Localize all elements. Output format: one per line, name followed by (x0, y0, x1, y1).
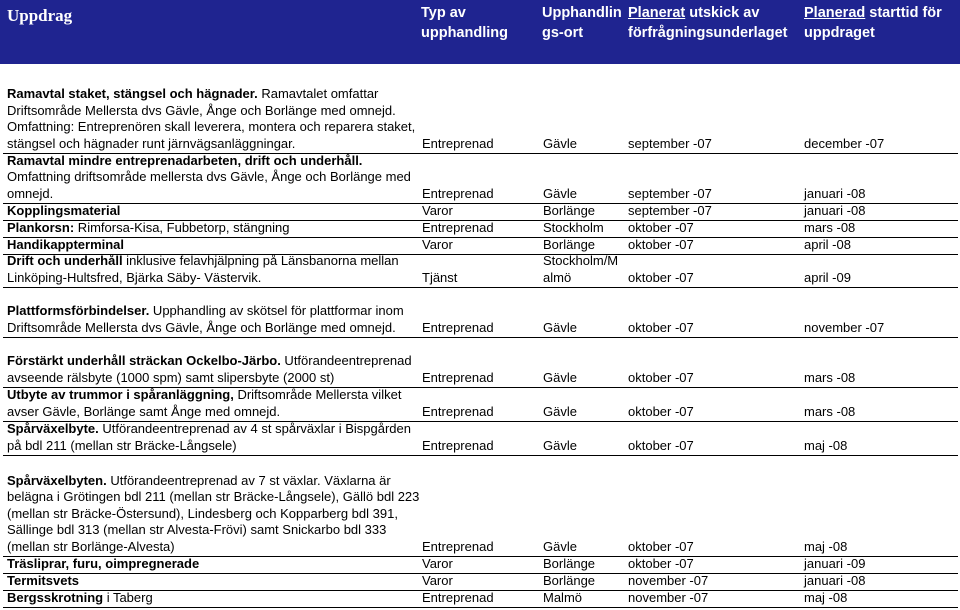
row-planned: november -07 (628, 572, 709, 588)
row-place: Gävle (543, 319, 577, 335)
row-description: Kopplingsmaterial (7, 202, 121, 218)
row-planned: oktober -07 (628, 236, 694, 252)
row-start: maj -08 (804, 589, 848, 605)
row-start: januari -08 (804, 185, 866, 201)
table-row (3, 574, 958, 591)
row-place: Borlänge (543, 572, 596, 588)
row-description: Bergsskrotning i Taberg (7, 589, 153, 605)
row-start: december -07 (804, 135, 885, 151)
row-type: Entreprenad (422, 589, 494, 605)
row-description: Drift och underhåll inklusive felavhjälpning på Länsbanorna mellan Linköping-Hultsfred, Bjärka Säby- Västervik. (7, 253, 399, 285)
column-header-type: Typ av upphandling (421, 5, 508, 41)
table-row (3, 422, 958, 456)
table-row (3, 154, 958, 204)
row-planned: oktober -07 (628, 219, 694, 235)
row-start: mars -08 (804, 403, 856, 419)
row-place: Borlänge (543, 236, 596, 252)
row-place: Gävle (543, 437, 577, 453)
row-planned: september -07 (628, 135, 712, 151)
row-type: Varor (422, 555, 453, 571)
row-start: mars -08 (804, 219, 856, 235)
row-place: Gävle (543, 369, 577, 385)
row-start: mars -08 (804, 369, 856, 385)
table-row (3, 591, 958, 608)
column-header-start: Planerad starttid för uppdraget (804, 5, 942, 41)
table-row (3, 255, 958, 288)
row-type: Entreprenad (422, 185, 494, 201)
row-type: Tjänst (422, 269, 458, 285)
row-description: Träsliprar, furu, oimpregnerade (7, 555, 200, 571)
row-description: Plankorsn: Rimforsa-Kisa, Fubbetorp, stängning (7, 219, 290, 235)
table-row (3, 456, 958, 557)
row-start: januari -08 (804, 202, 866, 218)
row-planned: oktober -07 (628, 538, 694, 554)
row-planned: oktober -07 (628, 555, 694, 571)
row-place: Gävle (543, 135, 577, 151)
row-place: Stockholm (543, 219, 604, 235)
column-header-planned: Planerat utskick av förfrågningsunderlaget (628, 5, 788, 41)
row-description: Ramavtal staket, stängsel och hägnader. Ramavtalet omfattar Driftsområde Mellersta dvs Gävle, Ånge och Borlänge med omnejd. Omfattning: Entreprenören skall leverera, montera och reparera staket, stängsel och hägnader runt järnvägsanläggningar. (7, 86, 416, 151)
row-description: Handikappterminal (7, 236, 125, 252)
table-row (3, 557, 958, 574)
row-type: Varor (422, 236, 453, 252)
row-start: april -09 (804, 269, 851, 285)
row-start: maj -08 (804, 538, 848, 554)
row-place: Gävle (543, 403, 577, 419)
row-planned: oktober -07 (628, 269, 694, 285)
row-place: Stockholm/M almö (543, 253, 619, 285)
row-description: Spårväxelbyte. Utförandeentreprenad av 4 st spårväxlar i Bispgården på bdl 211 (mellan str Bräcke-Långsele) (7, 421, 411, 453)
row-planned: november -07 (628, 589, 709, 605)
row-type: Entreprenad (422, 403, 494, 419)
row-description: Plattformsförbindelser. Upphandling av skötsel för plattformar inom Driftsområde Mellersta dvs Gävle, Ånge och Borlänge med omnejd. (7, 303, 404, 335)
row-planned: oktober -07 (628, 369, 694, 385)
row-description: Utbyte av trummor i spåranläggning, Driftsområde Mellersta vilket avser Gävle, Borlänge samt Ånge med omnejd. (7, 387, 402, 419)
row-description: Termitsvets (7, 572, 80, 588)
row-start: maj -08 (804, 437, 848, 453)
row-description: Förstärkt underhåll sträckan Ockelbo-Järbo. Utförandeentreprenad avseende rälsbyte (1000 spm) samt slipersbyte (2000 st) (7, 353, 412, 385)
row-type: Entreprenad (422, 538, 494, 554)
table-row (3, 388, 958, 422)
row-type: Varor (422, 202, 453, 218)
column-header-uppdrag: Uppdrag (7, 6, 73, 25)
row-place: Gävle (543, 185, 577, 201)
row-place: Gävle (543, 538, 577, 554)
table-row (3, 221, 958, 238)
table-row (3, 204, 958, 221)
row-description: Ramavtal mindre entreprenadarbeten, drift och underhåll. Omfattning driftsområde mellersta dvs Gävle, Ånge och Borlänge med omnejd. (7, 152, 411, 201)
row-type: Entreprenad (422, 437, 494, 453)
row-planned: oktober -07 (628, 437, 694, 453)
row-type: Entreprenad (422, 319, 494, 335)
row-start: april -08 (804, 236, 851, 252)
row-start: november -07 (804, 319, 885, 335)
table-row (3, 72, 958, 154)
row-type: Entreprenad (422, 369, 494, 385)
row-planned: oktober -07 (628, 319, 694, 335)
row-description: Spårväxelbyten. Utförandeentreprenad av 7 st växlar. Växlarna är belägna i Grötingen bdl 211 (mellan str Bräcke-Långsele), Gällö bdl 223 (mellan str Bräcke-Östersund), Lindesberg och Kopparberg bdl 391, Sällinge bdl 313 (mellan str Alvesta-Frövi) samt Snickarbo bdl 333 (mellan str Borlänge-Alvesta) (7, 472, 420, 554)
table-row (3, 338, 958, 388)
row-type: Entreprenad (422, 219, 494, 235)
row-start: januari -09 (804, 555, 866, 571)
row-place: Borlänge (543, 202, 596, 218)
row-place: Borlänge (543, 555, 596, 571)
row-planned: oktober -07 (628, 403, 694, 419)
table-row (3, 288, 958, 338)
row-type: Entreprenad (422, 135, 494, 151)
row-start: januari -08 (804, 572, 866, 588)
row-planned: september -07 (628, 185, 712, 201)
row-planned: september -07 (628, 202, 712, 218)
row-type: Varor (422, 572, 453, 588)
table-header (0, 0, 960, 64)
row-place: Malmö (543, 589, 583, 605)
column-header-place: Upphandlin gs-ort (542, 5, 622, 41)
